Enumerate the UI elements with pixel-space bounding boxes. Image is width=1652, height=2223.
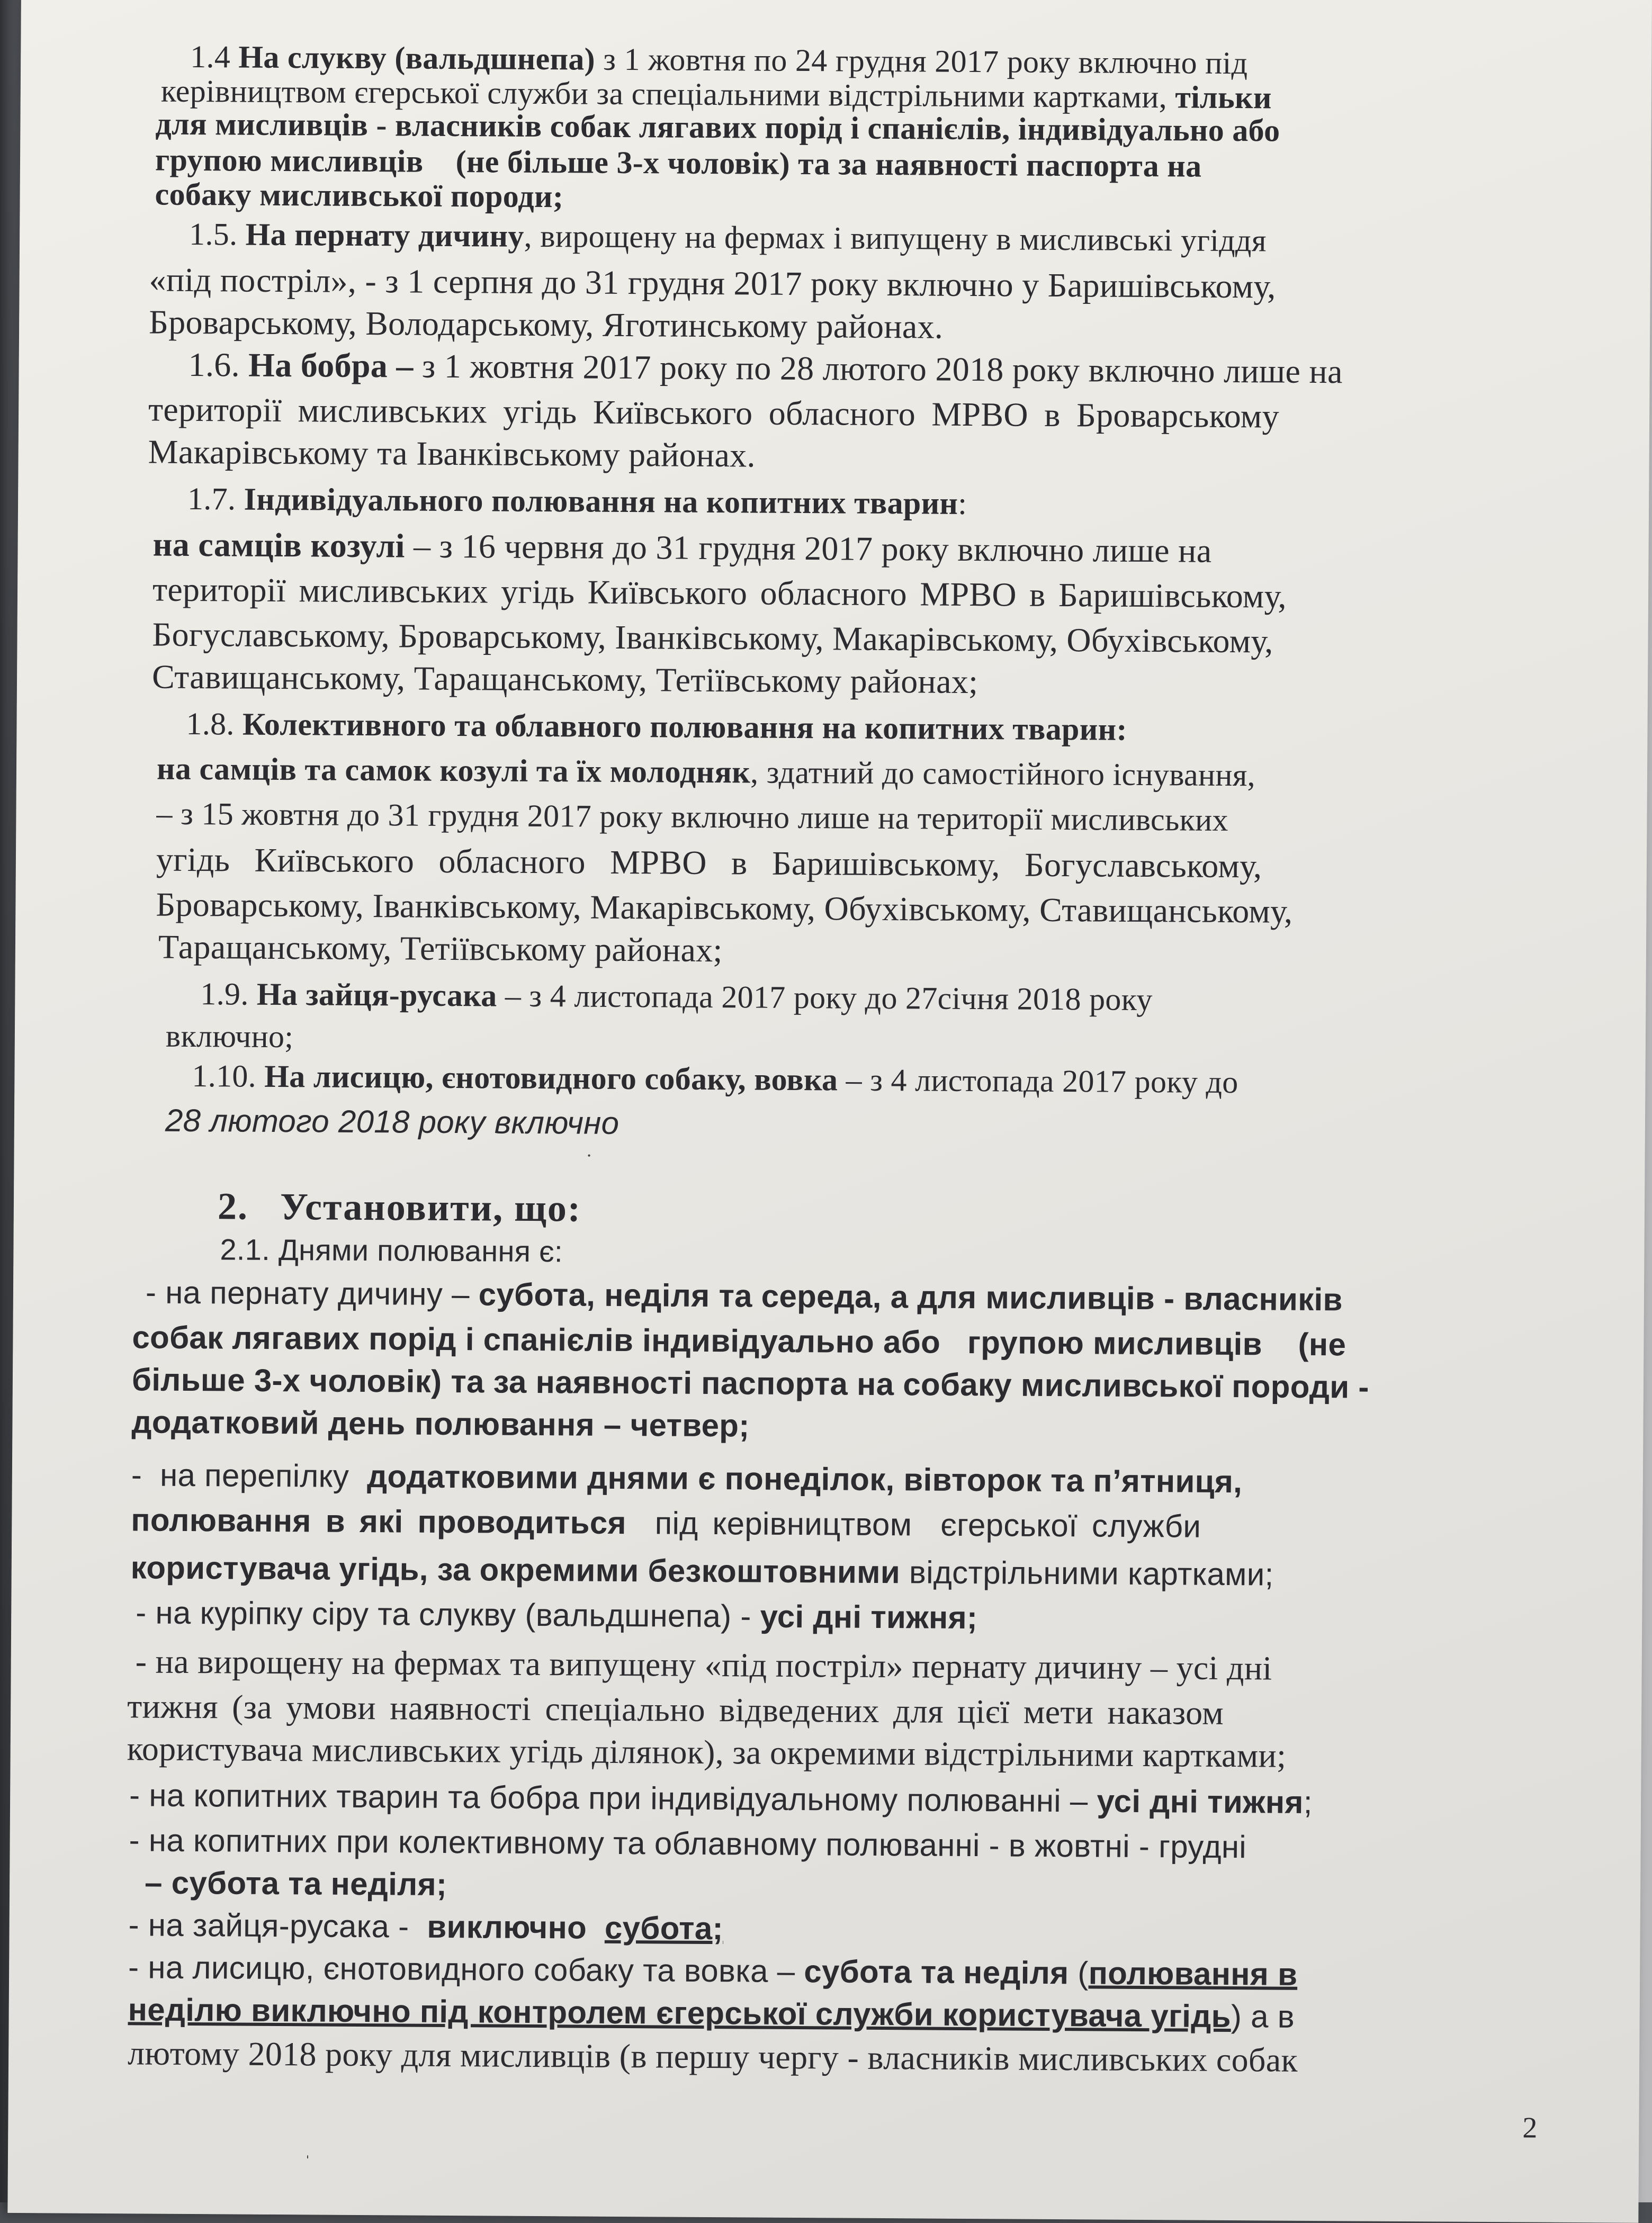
line: 28 лютого 2018 року включно: [165, 1102, 620, 1141]
line: - на пернату дичину – субота, неділя та середа, а для мисливців - власників: [145, 1274, 1343, 1318]
line: більше 3-х чоловік) та за наявності паспорта на собаку мисливської породи -: [131, 1362, 1369, 1405]
line: на самців та самок козулі та їх молодняк, здатний до самостійного існування,: [156, 751, 1256, 793]
line: керівництвом єгерської служби за спеціальними відстрільними картками, тільки: [160, 73, 1272, 115]
line: - на перепілку додатковими днями є понеділок, вівторок та п’ятниця,: [131, 1457, 1243, 1500]
line: - на копитних тварин та бобра при індивідуальному полюванні – усі дні тижня;: [129, 1777, 1313, 1820]
line: - на копитних при колективному та облавному полюванні - в жовтні - грудні: [129, 1822, 1247, 1865]
section-heading: 2. Установити, що:: [217, 1185, 582, 1230]
line: 1.9. На зайця-русака – з 4 листопада 2017 року до 27січня 2018 року: [200, 976, 1153, 1018]
line: 1.8. Колективного та облавного полювання на копитних тварин:: [186, 706, 1127, 747]
line: - на вирощену на фермах та випущену «під постріл» пернату дичину – усі дні: [135, 1642, 1272, 1687]
line: Ставищанському, Таращанському, Тетіївському районах;: [151, 658, 978, 701]
line: - на курiпку сiру та слукву (вальдшнепа) - усі дні тижня;: [136, 1595, 978, 1636]
line: території мисливських угідь Київського обласного МРВО в Баришівському,: [152, 570, 1287, 615]
line: 1.10. На лисицю, єнотовидного собаку, вовка – з 4 листопада 2017 року до: [192, 1058, 1238, 1100]
line: неділю виключно під контролем єгерської служби користувача угідь) а в: [128, 1992, 1295, 2035]
line: тижня (за умови наявності спеціально відведених для цієї мети наказом: [127, 1687, 1224, 1732]
line: території мисливських угідь Київського обласного МРВО в Броварському: [148, 390, 1280, 435]
line: 1.4 На слукву (вальдшнепа) з 1 жовтня по 24 грудня 2017 року включно під: [190, 39, 1248, 81]
line: користувача мисливських угідь ділянок), за окремими відстрільними картками;: [127, 1730, 1287, 1775]
line: Макарівському та Іванківському районах.: [148, 433, 756, 474]
line: групою мисливців (не більше 3-х чоловік) та за наявності паспорта на: [155, 142, 1202, 184]
stray-mark: ·: [586, 1145, 592, 1166]
line: Богуславському, Броварському, Іванківському, Макарівському, Обухівському,: [152, 615, 1273, 660]
line: додатковий день полювання – четвер;: [131, 1404, 750, 1444]
line: 1.5. На пернату дичину, вирощену на фермах і випущену в мисливські угіддя: [188, 216, 1267, 258]
line: «під постріл», - з 1 серпня до 31 грудня 2017 року включно у Баришівському,: [149, 260, 1276, 305]
line: 1.7. Індивідуального полювання на копитних тварин:: [187, 481, 967, 521]
line: собак лягавих порід і спанієлів індивідуально або групою мисливців (не: [132, 1319, 1346, 1363]
line: включно;: [165, 1018, 294, 1055]
line: Броварському, Іванківському, Макарівському, Обухівському, Ставищанському,: [156, 885, 1293, 930]
line: – з 15 жовтня до 31 грудня 2017 року включно лише на території мисливських: [156, 796, 1228, 838]
line: Броварському, Володарському, Яготинському районах.: [148, 303, 944, 346]
line: 1.6. На бобра – з 1 жовтня 2017 року по 28 лютого 2018 року включно лише на: [188, 345, 1343, 391]
line: для мисливців - власників собак лягавих порід і спанієлів, індивідуально або: [155, 106, 1280, 148]
page-number: 2: [1522, 2111, 1538, 2145]
line: на самців козулі – з 16 червня до 31 грудня 2017 року включно лише на: [152, 525, 1212, 570]
line: - на лисицю, єнотовидного собаку та вовка – субота та неділя (полювання в: [128, 1949, 1298, 1992]
line: 2.1. Днями полювання є:: [220, 1232, 563, 1268]
stray-mark: ˈ: [304, 2152, 311, 2173]
line: – субота та неділя;: [144, 1865, 447, 1902]
line: полювання в які проводиться під керівництвом єгерської служби: [131, 1502, 1201, 1544]
line: угідь Київського обласного МРВО в Баришівському, Богуславському,: [156, 840, 1262, 885]
document-page: [7, 0, 1652, 2223]
line: собаку мисливської породи;: [155, 176, 564, 214]
line: лютому 2018 року для мисливців (в першу чергу - власників мисливських собак: [127, 2034, 1298, 2079]
line: користувача угідь, за окремими безкоштовними відстрільними картками;: [130, 1550, 1274, 1592]
line: Таращанському, Тетіївському районах;: [158, 928, 723, 969]
line: - на зайця-русака - виключно субота;: [128, 1907, 723, 1947]
